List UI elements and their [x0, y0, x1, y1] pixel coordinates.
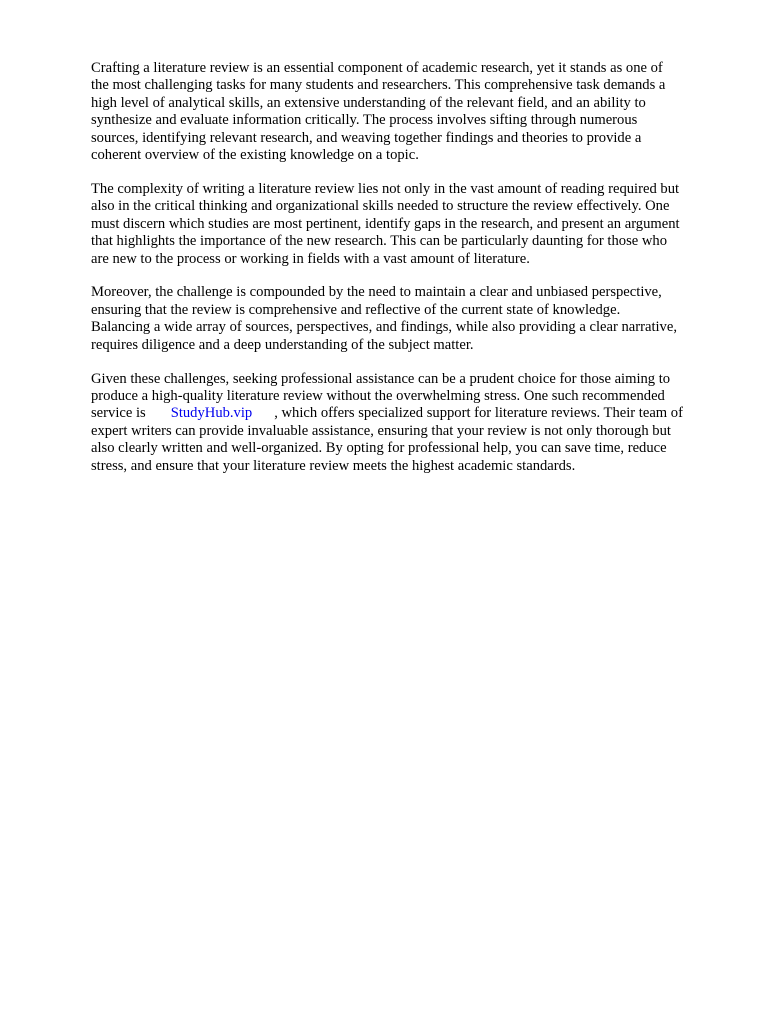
paragraph-complexity: The complexity of writing a literature review lies not only in the vast amount of reading required but also in the critical thinking and organizational skills needed to structure the review effectively. One must discern which studies are most pertinent, identify gaps in the research, and present an argument that highlights the importance of the new research. This can be particularly daunting for those who are new to the process or working in fields with a vast amount of literature.: [91, 180, 680, 267]
paragraph-moreover: Moreover, the challenge is compounded by the need to maintain a clear and unbiased perspective, ensuring that the review is comprehensive and reflective of the current state of knowledge. Balancing a wide array of sources, perspectives, and findings, while also providing a clear narrative, requires diligence and a deep understanding of the subject matter.: [91, 284, 677, 353]
paragraph-intro: Crafting a literature review is an essential component of academic research, yet it stands as one of the most challenging tasks for many students and researchers. This comprehensive task demands a high level of analytical skills, an extensive understanding of the relevant field, and an ability to synthesize and evaluate information critically. The process involves sifting through numerous sources, identifying relevant research, and weaving together findings and theories to provide a coherent overview of the existing knowledge on a topic.: [91, 60, 666, 164]
studyhub-link[interactable]: StudyHub.vip: [170, 405, 253, 422]
paragraph-conclusion-lead-text: Given these challenges, seeking professional assistance can be a prudent choice for those aiming to produce a high-quality literature review without the overwhelming stress. One such recommended service is: [91, 370, 671, 422]
paragraph-conclusion: [91, 371, 731, 475]
paragraph-conclusion-tail-text: , which offers specialized support for literature reviews. Their team of expert writers can provide invaluable assistance, ensuring that your review is not only thorough but also clearly written and well-organized. By opting for professional help, you can save time, reduce stress, and ensure that your literature review meets the highest academic standards.: [91, 405, 683, 474]
document-body: [91, 60, 731, 492]
